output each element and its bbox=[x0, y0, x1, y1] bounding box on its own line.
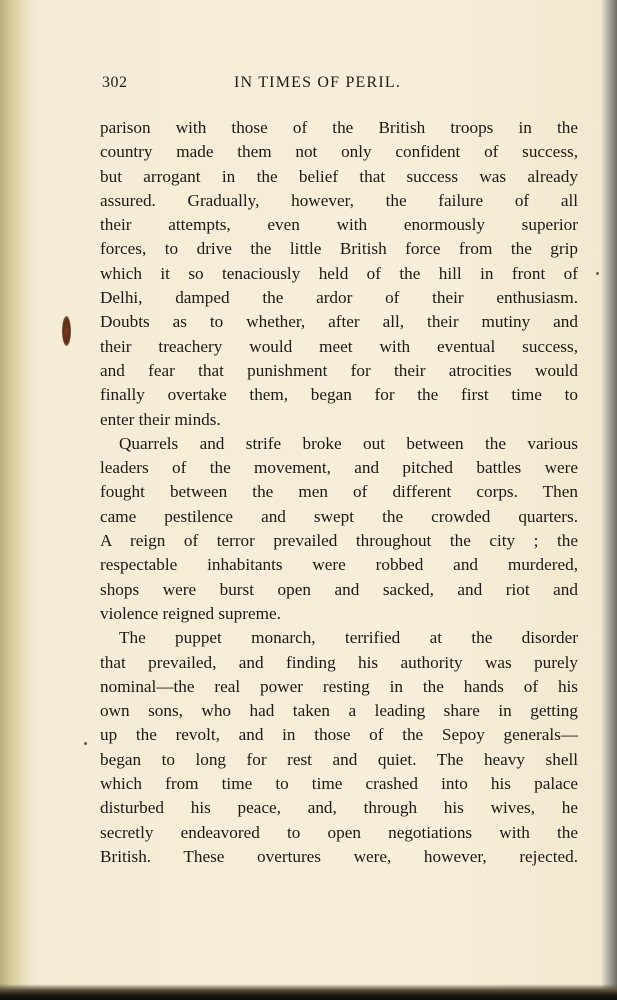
text-line: enter their minds. bbox=[100, 409, 221, 429]
text-line: began to long for rest and quiet. The heavy shell bbox=[100, 749, 578, 769]
page-header bbox=[102, 74, 578, 98]
text-line: forces, to drive the little British force from the grip bbox=[100, 239, 578, 259]
text-line: disturbed his peace, and, through his wives, he bbox=[100, 798, 578, 818]
text-line: parison with those of the British troops in the bbox=[100, 118, 578, 137]
text-line: British. These overtures were, however, rejected. bbox=[100, 846, 578, 866]
text-line: Doubts as to whether, after all, their mutiny and bbox=[100, 312, 578, 332]
page-bottom-shadow bbox=[0, 984, 617, 1000]
page-edge bbox=[587, 0, 617, 1000]
ink-stain bbox=[62, 316, 71, 346]
paper-speck bbox=[596, 272, 599, 275]
text-line: that prevailed, and finding his authority was purely bbox=[100, 652, 578, 672]
text-line: nominal—the real power resting in the hands of his bbox=[100, 676, 578, 696]
text-line: which from time to time crashed into his palace bbox=[100, 774, 578, 794]
text-line: finally overtake them, began for the first time to bbox=[100, 385, 578, 405]
body-text bbox=[100, 116, 578, 869]
text-line: which it so tenaciously held of the hill in front of bbox=[100, 263, 578, 283]
page-number: 302 bbox=[102, 74, 128, 91]
text-line: own sons, who had taken a leading share in getting bbox=[100, 701, 578, 721]
text-line: but arrogant in the belief that success was already bbox=[100, 166, 578, 186]
text-line: Quarrels and strife broke out between the various bbox=[119, 433, 578, 453]
text-line: and fear that punishment for their atrocities would bbox=[100, 360, 578, 380]
text-line: came pestilence and swept the crowded quarters. bbox=[100, 506, 578, 526]
text-line: assured. Gradually, however, the failure of all bbox=[100, 190, 578, 210]
running-head: IN TIMES OF PERIL. bbox=[234, 74, 402, 91]
text-line: secretly endeavored to open negotiations with the bbox=[100, 822, 578, 842]
text-line: their treachery would meet with eventual success, bbox=[100, 336, 578, 356]
text-line: violence reigned supreme. bbox=[100, 603, 281, 623]
text-line: shops were burst open and sacked, and riot and bbox=[100, 579, 578, 599]
text-line: A reign of terror prevailed throughout the city ; the bbox=[100, 531, 578, 551]
text-line: respectable inhabitants were robbed and murdered, bbox=[100, 555, 578, 575]
page-gutter bbox=[0, 0, 30, 1000]
text-line: The puppet monarch, terrified at the disorder bbox=[119, 628, 578, 648]
paper-speck bbox=[84, 742, 87, 745]
text-line: fought between the men of different corps. Then bbox=[100, 482, 578, 502]
text-line: leaders of the movement, and pitched battles were bbox=[100, 458, 578, 478]
text-line: Delhi, damped the ardor of their enthusiasm. bbox=[100, 288, 578, 308]
text-line: country made them not only confident of success, bbox=[100, 142, 578, 162]
text-line: their attempts, even with enormously superior bbox=[100, 215, 578, 235]
text-line: up the revolt, and in those of the Sepoy generals— bbox=[100, 725, 578, 745]
